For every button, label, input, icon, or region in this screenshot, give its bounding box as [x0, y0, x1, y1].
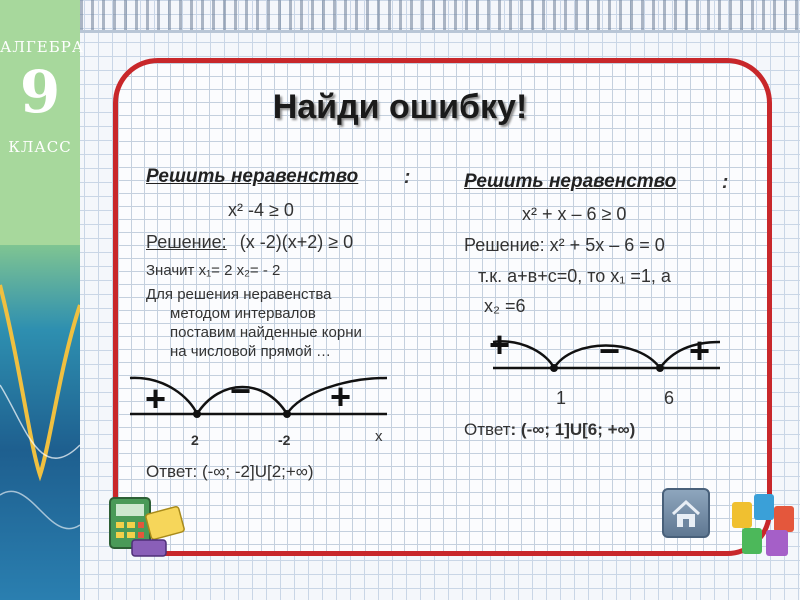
left-method-line-3: поставим найденные корни: [170, 324, 362, 341]
right-solution: Решение: x² + 5x – 6 = 0: [464, 235, 665, 255]
right-sign-2: −: [599, 330, 621, 371]
right-vieta-line-2: x₂ =6: [484, 296, 526, 316]
right-answer-value: : (-∞; 1]U[6; +∞): [510, 420, 636, 439]
right-root-label-2: 6: [664, 388, 675, 408]
grade-number: 9: [19, 58, 61, 126]
left-axis-label: x: [375, 428, 383, 445]
left-roots: Значит x₁= 2 x₂= - 2: [146, 262, 281, 279]
calculator-icon: [108, 492, 188, 562]
left-sign-2: −: [230, 370, 252, 411]
right-header: [464, 171, 676, 193]
left-root-label-1: 2: [191, 432, 199, 448]
left-header: [146, 166, 358, 188]
grade-word: КЛАСС: [8, 138, 72, 156]
right-header-text: Решить неравенство: [464, 171, 677, 192]
home-icon: [664, 490, 708, 536]
right-answer-label: Ответ: [464, 420, 511, 439]
left-method-line-4: на числовой прямой …: [170, 343, 332, 360]
left-header-text: Решить неравенство: [146, 166, 359, 187]
right-root-label-1: 1: [556, 388, 567, 408]
right-sign-3: +: [689, 330, 711, 371]
spiral-edge: [80, 30, 800, 33]
decorative-graph: [0, 245, 80, 600]
subject-label: АЛГЕБРА: [0, 38, 85, 56]
home-button[interactable]: [662, 488, 710, 538]
right-vieta-line-1: т.к. а+в+с=0, то x₁ =1, а: [478, 266, 671, 286]
right-sign-1: +: [489, 324, 511, 365]
left-method-line-2: методом интервалов: [170, 305, 316, 322]
right-answer: [464, 420, 635, 440]
left-solution-expr: (x -2)(x+2) ≥ 0: [239, 232, 354, 252]
left-method-line-1: Для решения неравенства: [146, 286, 332, 303]
spiral-binding: [80, 0, 800, 30]
left-sign-1: +: [145, 378, 167, 419]
left-solution: [146, 232, 353, 253]
right-header-colon: :: [722, 172, 729, 193]
left-header-colon: :: [404, 167, 411, 188]
left-solution-label: Решение:: [146, 232, 227, 252]
left-sign-3: +: [330, 376, 352, 417]
left-answer: Ответ: (-∞; -2]U[2;+∞): [146, 462, 314, 481]
left-inequality: x² -4 ≥ 0: [228, 200, 294, 220]
slide-title: Найди ошибку!: [272, 88, 528, 126]
left-root-label-2: -2: [278, 432, 291, 448]
numbers-icon: [728, 490, 798, 560]
right-inequality: x² + x – 6 ≥ 0: [522, 204, 627, 224]
